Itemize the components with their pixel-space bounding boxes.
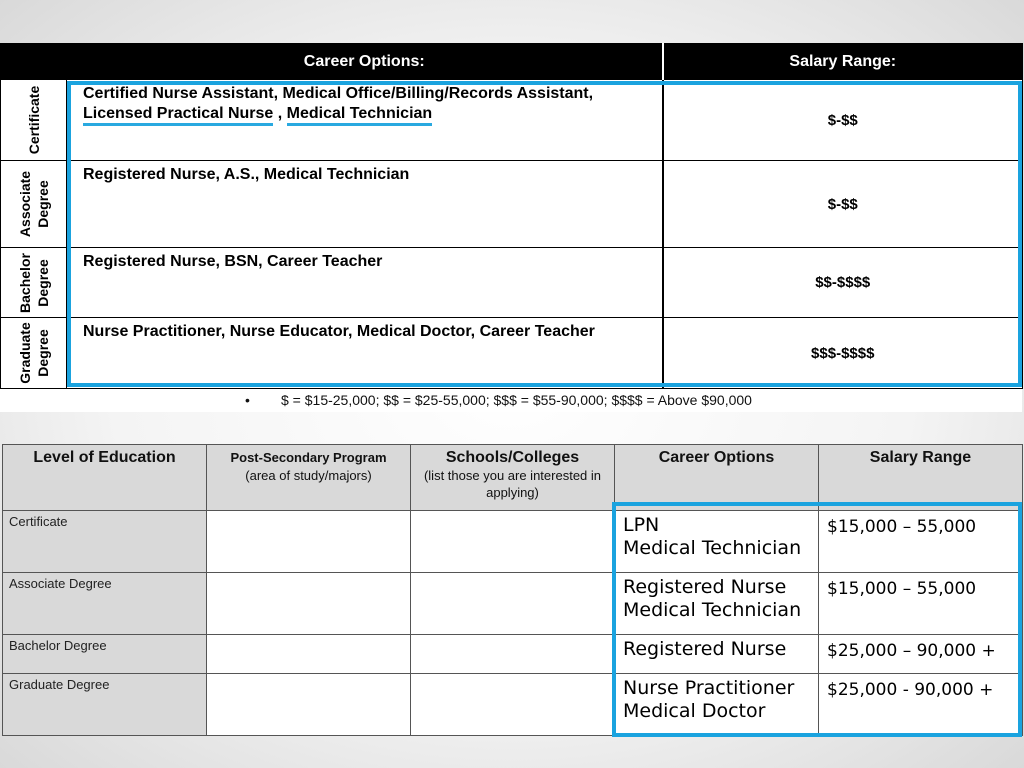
program-input-cell[interactable] [207, 511, 411, 573]
salary-cell: $$-$$$$ [663, 248, 1023, 318]
career-text: Registered Nurse, A.S., Medical Technician [83, 166, 410, 183]
table-row [3, 511, 1023, 573]
level-cell [1, 318, 67, 389]
salary-handwritten-cell[interactable]: $15,000 – 55,000 [819, 573, 1023, 635]
top-header-row [1, 44, 1023, 80]
table-row [3, 635, 1023, 674]
salary-legend-footnote [0, 390, 1022, 412]
career-text: Nurse Practitioner, Nurse Educator, Medical Doctor, Career Teacher [83, 323, 595, 340]
program-input-cell[interactable] [207, 573, 411, 635]
top-row-bachelor [1, 248, 1023, 318]
top-row-certificate [1, 80, 1023, 161]
table-row [3, 673, 1023, 735]
schools-input-cell[interactable] [411, 573, 615, 635]
header-career-options: Career Options [615, 445, 819, 511]
salary-handwritten-cell[interactable]: $25,000 – 90,000 + [819, 635, 1023, 674]
schools-input-cell[interactable] [411, 511, 615, 573]
top-header-salary: Salary Range: [663, 44, 1023, 80]
career-cell [67, 161, 663, 248]
level-cell [1, 161, 67, 248]
level-label: Degree [34, 180, 51, 228]
level-cell: Bachelor Degree [3, 635, 207, 674]
career-underlined-lpn: Licensed Practical Nurse [83, 105, 273, 126]
salary-cell: $$$-$$$$ [663, 318, 1023, 389]
career-cell [67, 318, 663, 389]
top-header-level [1, 44, 67, 80]
salary-handwritten-cell[interactable]: $25,000 - 90,000 + [819, 673, 1023, 735]
level-cell [1, 248, 67, 318]
header-salary-range: Salary Range [819, 445, 1023, 511]
schools-input-cell[interactable] [411, 635, 615, 674]
salary-cell: $-$$ [663, 161, 1023, 248]
career-cell [67, 80, 663, 161]
program-input-cell[interactable] [207, 673, 411, 735]
level-cell: Graduate Degree [3, 673, 207, 735]
level-label: Certificate [25, 85, 42, 155]
level-label: Associate [16, 170, 33, 238]
header-post-secondary-program: Post-Secondary Program (area of study/majors) [207, 445, 411, 511]
top-row-graduate [1, 318, 1023, 389]
level-label: Bachelor [16, 252, 33, 313]
education-planning-table [2, 444, 1022, 736]
top-row-associate [1, 161, 1023, 248]
career-handwritten-cell[interactable]: Registered Nurse Medical Technician [615, 573, 819, 635]
top-header-career: Career Options: [67, 44, 663, 80]
career-cell [67, 248, 663, 318]
level-cell [1, 80, 67, 161]
bottom-header-row [3, 445, 1023, 511]
career-underlined-medtech: Medical Technician [287, 105, 433, 126]
salary-cell: $-$$ [663, 80, 1023, 161]
footnote-text: $ = $15-25,000; $$ = $25-55,000; $$$ = $55-90,000; $$$$ = Above $90,000 [281, 392, 752, 408]
table-row [3, 573, 1023, 635]
schools-input-cell[interactable] [411, 673, 615, 735]
salary-handwritten-cell[interactable]: $15,000 – 55,000 [819, 511, 1023, 573]
header-schools-colleges: Schools/Colleges (list those you are interested in applying) [411, 445, 615, 511]
level-label: Degree [34, 329, 51, 377]
career-options-table-top [0, 43, 1022, 409]
level-cell: Certificate [3, 511, 207, 573]
career-text: Registered Nurse, BSN, Career Teacher [83, 253, 383, 270]
program-input-cell[interactable] [207, 635, 411, 674]
career-text: Certified Nurse Assistant, Medical Office/Billing/Records Assistant, [83, 85, 594, 102]
level-cell: Associate Degree [3, 573, 207, 635]
header-level-of-education: Level of Education [3, 445, 207, 511]
level-label: Graduate [16, 322, 33, 384]
career-handwritten-cell[interactable]: Registered Nurse [615, 635, 819, 674]
career-handwritten-cell[interactable]: LPN Medical Technician [615, 511, 819, 573]
career-sep: , [273, 105, 287, 122]
bullet-icon: • [245, 392, 250, 408]
career-handwritten-cell[interactable]: Nurse Practitioner Medical Doctor [615, 673, 819, 735]
level-label: Degree [34, 258, 51, 307]
